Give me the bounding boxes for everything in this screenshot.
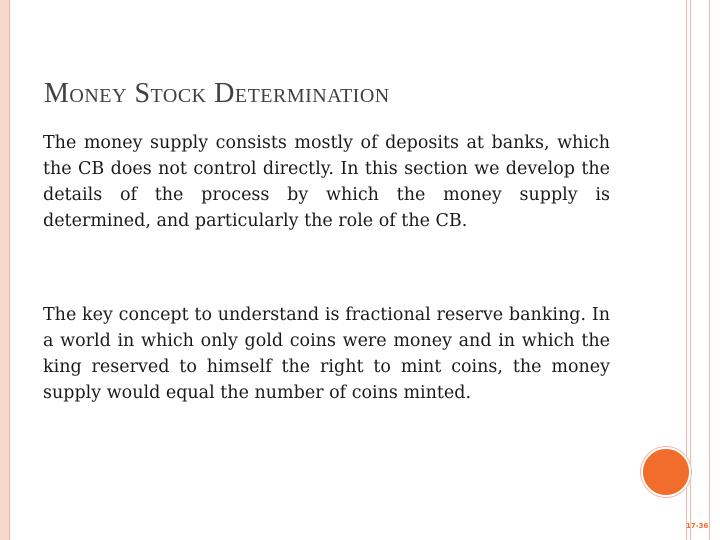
title-rest: ETERMINATION — [234, 85, 390, 107]
right-decorative-line — [690, 0, 691, 540]
title-rest: ONEY — [69, 85, 127, 107]
page-number: 17-36 — [686, 522, 709, 530]
decorative-circle — [641, 447, 691, 497]
left-border-band — [0, 0, 9, 540]
slide-title — [44, 78, 390, 112]
right-decorative-line — [709, 0, 710, 540]
title-initial: D — [214, 78, 235, 109]
title-initial: S — [134, 78, 151, 109]
body-paragraph: The key concept to understand is fractional reserve banking. In a world in which only gold coins were money and in which the king reserved to himself the right to mint coins, the money supply would equal the number of coins minted. — [43, 305, 610, 403]
title-rest: TOCK — [150, 85, 207, 107]
title-initial: M — [44, 78, 70, 109]
left-border-line — [9, 0, 10, 540]
body-paragraph: The money supply consists mostly of deposits at banks, which the CB does not control directly. In this section we develop the details of the process by which the money supply is determined, and particularly the role of the CB. — [43, 133, 610, 231]
